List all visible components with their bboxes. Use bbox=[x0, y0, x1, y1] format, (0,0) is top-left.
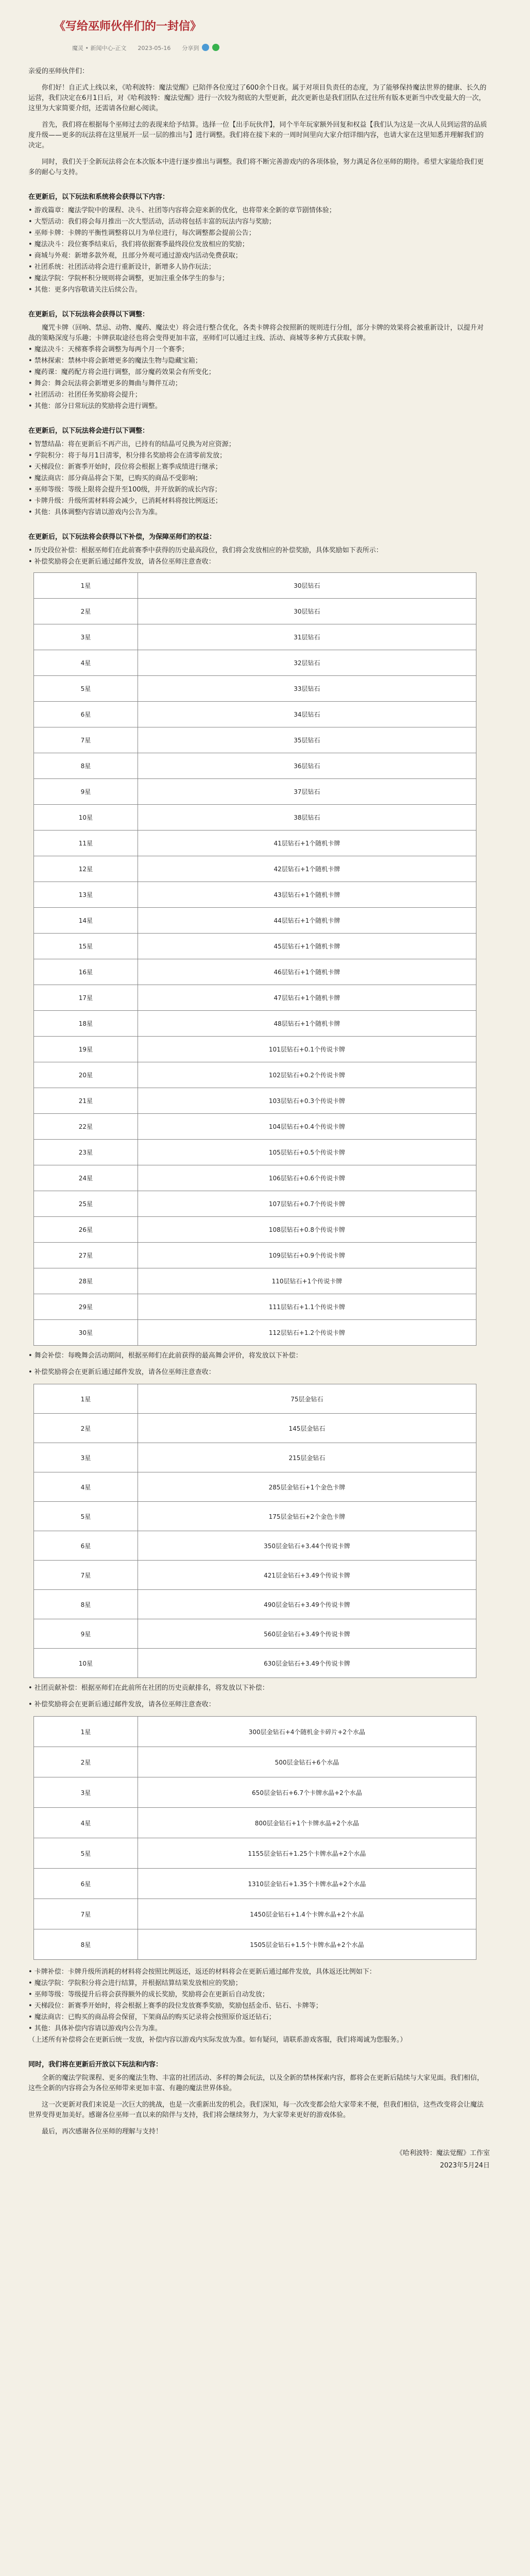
table-row bbox=[34, 1502, 476, 1531]
reward-cell: 101层钻石+0.1个传说卡牌 bbox=[138, 1037, 476, 1062]
table-row bbox=[34, 1088, 476, 1114]
signature: 《哈利波特：魔法觉醒》工作室 bbox=[396, 2149, 490, 2157]
list-item: • 魔法决斗：段位赛季结束后，我们将依据赛季最终段位发放相应的奖励； bbox=[28, 241, 249, 248]
rank-cell: 5星 bbox=[34, 1502, 138, 1531]
list-item: • 魔药课：魔药配方将会进行调整，部分魔药效果会有所变化； bbox=[28, 368, 215, 376]
reward-cell: 650层金钻石+6.7个卡牌水晶+2个水晶 bbox=[138, 1777, 476, 1808]
list-item: • 天梯段位：新赛季开始时，段位将会根据上赛季成绩进行继承； bbox=[28, 463, 222, 471]
reward-cell: 1310层金钻石+1.35个卡牌水晶+2个水晶 bbox=[138, 1869, 476, 1899]
table-row bbox=[34, 1531, 476, 1561]
list-item: • 其他：具体补偿内容请以游戏内公告为准。 bbox=[28, 2025, 162, 2032]
rank-cell: 3星 bbox=[34, 624, 138, 650]
reward-cell: 102层钻石+0.2个传说卡牌 bbox=[138, 1062, 476, 1088]
compensation-table-2 bbox=[33, 1384, 476, 1678]
list-item: • 其他：具体调整内容请以游戏内公告为准。 bbox=[28, 509, 162, 516]
reward-cell: 42层钻石+1个随机卡牌 bbox=[138, 856, 476, 882]
rank-cell: 5星 bbox=[34, 1838, 138, 1869]
reward-cell: 110层钻石+1个传说卡牌 bbox=[138, 1268, 476, 1294]
table-row bbox=[34, 831, 476, 856]
compensation-table-3 bbox=[33, 1716, 476, 1960]
reward-cell: 350层金钻石+3.44个传说卡牌 bbox=[138, 1531, 476, 1561]
reward-cell: 48层钻石+1个随机卡牌 bbox=[138, 1011, 476, 1037]
table-row bbox=[34, 1037, 476, 1062]
rank-cell: 8星 bbox=[34, 753, 138, 779]
compensation-table-1 bbox=[33, 572, 476, 1346]
reward-cell: 421层金钻石+3.49个传说卡牌 bbox=[138, 1561, 476, 1590]
reward-cell: 75层金钻石 bbox=[138, 1384, 476, 1414]
rank-cell: 18星 bbox=[34, 1011, 138, 1037]
table-row bbox=[34, 1384, 476, 1414]
reward-cell: 104层钻石+0.4个传说卡牌 bbox=[138, 1114, 476, 1140]
reward-cell: 30层钻石 bbox=[138, 599, 476, 624]
list-item: • 智慧结晶：将在更新后不再产出，已持有的结晶可兑换为对应资源； bbox=[28, 440, 235, 448]
reward-cell: 38层钻石 bbox=[138, 805, 476, 831]
reward-cell: 46层钻石+1个随机卡牌 bbox=[138, 959, 476, 985]
reward-cell: 36层钻石 bbox=[138, 753, 476, 779]
section-list bbox=[28, 323, 490, 412]
rank-cell: 22星 bbox=[34, 1114, 138, 1140]
paragraph: 全新的魔法学院课程、更多的魔法生物、丰富的社团活动、多样的舞会玩法，以及全新的禁林探索内容，都将会在更新后陆续与大家见面。我们相信，这些全新的内容将会为各位巫师带来更加丰富、有趣的魔法世界体验。 bbox=[28, 2074, 484, 2092]
rank-cell: 26星 bbox=[34, 1217, 138, 1243]
table-row bbox=[34, 856, 476, 882]
rank-cell: 27星 bbox=[34, 1243, 138, 1268]
list-item: • 巫师等级：等级上限将会提升至100级，并开放新的成长内容； bbox=[28, 486, 221, 494]
reward-cell: 34层钻石 bbox=[138, 702, 476, 727]
intro-paragraph: 你们好！自正式上线以来，《哈利波特：魔法觉醒》已陪伴各位度过了600余个日夜。属于对项目负责任的态度，为了能够保持魔法世界的健康、长久的运营，我们决定在6月1日后，对《哈利波特：魔法觉醒》进行一次较为彻底的大型更新，此次更新也是我们团队在过往所有版本更新当中改变最大的一次，这里为大家简要介绍，还需请各位耐心阅读。 bbox=[28, 84, 487, 112]
table-row bbox=[34, 1217, 476, 1243]
reward-cell: 103层钻石+0.3个传说卡牌 bbox=[138, 1088, 476, 1114]
rank-cell: 12星 bbox=[34, 856, 138, 882]
table-row bbox=[34, 624, 476, 650]
rank-cell: 6星 bbox=[34, 1531, 138, 1561]
table-row bbox=[34, 1808, 476, 1838]
rank-cell: 29星 bbox=[34, 1294, 138, 1320]
reward-cell: 32层钻石 bbox=[138, 650, 476, 676]
list-item: • 巫师卡牌：卡牌的平衡性调整将以月为单位进行，每次调整都会提前公告； bbox=[28, 229, 255, 237]
reward-cell: 109层钻石+0.9个传说卡牌 bbox=[138, 1243, 476, 1268]
list-item: • 大型活动：我们将会每月推出一次大型活动，活动将包括丰富的玩法内容与奖励； bbox=[28, 218, 276, 226]
table-row bbox=[34, 1191, 476, 1217]
list-item: • 魔法商店：已购买的商品将会保留，下架商品的购买记录将会按照原价返还钻石； bbox=[28, 2013, 276, 2021]
table-row bbox=[34, 1838, 476, 1869]
wechat-icon[interactable] bbox=[212, 44, 219, 51]
reward-cell: 175层金钻石+2个金色卡牌 bbox=[138, 1502, 476, 1531]
table-row bbox=[34, 779, 476, 805]
rank-cell: 1星 bbox=[34, 573, 138, 599]
section-heading: 在更新后，以下玩法将会获得以下补偿，为保障巫师们的权益： bbox=[28, 533, 216, 541]
section-heading: 同时，我们将在更新后开放以下玩法和内容： bbox=[28, 2061, 163, 2069]
reward-cell: 107层钻石+0.7个传说卡牌 bbox=[138, 1191, 476, 1217]
rank-cell: 7星 bbox=[34, 1899, 138, 1929]
list-item: • 补偿奖励将会在更新后通过邮件发放，请各位巫师注意查收： bbox=[28, 558, 215, 566]
article-content bbox=[0, 66, 530, 567]
rank-cell: 1星 bbox=[34, 1717, 138, 1747]
table-row bbox=[34, 1243, 476, 1268]
rank-cell: 19星 bbox=[34, 1037, 138, 1062]
reward-cell: 630层金钻石+3.49个传说卡牌 bbox=[138, 1649, 476, 1678]
list-item: • 魔法学院：学院积分将会进行结算，并根据结算结果发放相应的奖励； bbox=[28, 1979, 242, 1987]
reward-cell: 112层钻石+1.2个传说卡牌 bbox=[138, 1320, 476, 1346]
list-item: • 学院积分：将于每月1日清零，积分排名奖励将会在清零前发放； bbox=[28, 452, 227, 460]
list-item: • 魔法商店：部分商品将会下架，已购买的商品不受影响； bbox=[28, 474, 202, 482]
rank-cell: 6星 bbox=[34, 1869, 138, 1899]
reward-cell: 285层金钻石+1个金色卡牌 bbox=[138, 1472, 476, 1502]
table-row bbox=[34, 1443, 476, 1472]
reward-cell: 560层金钻石+3.49个传说卡牌 bbox=[138, 1619, 476, 1649]
reward-cell: 31层钻石 bbox=[138, 624, 476, 650]
table-row bbox=[34, 753, 476, 779]
section-list bbox=[28, 546, 490, 567]
reward-cell: 145层金钻石 bbox=[138, 1414, 476, 1443]
weibo-icon[interactable] bbox=[202, 44, 209, 51]
reward-cell: 106层钻石+0.6个传说卡牌 bbox=[138, 1165, 476, 1191]
share-label: 分享到 bbox=[182, 45, 199, 52]
list-item: • 社团贡献补偿：根据巫师们在此前所在社团的历史贡献排名，将发放以下补偿： bbox=[28, 1684, 269, 1692]
rank-cell: 20星 bbox=[34, 1062, 138, 1088]
paragraph: 最后，再次感谢各位巫师的理解与支持！ bbox=[42, 2128, 163, 2136]
section-list bbox=[28, 1967, 490, 2045]
rank-cell: 16星 bbox=[34, 959, 138, 985]
rank-cell: 1星 bbox=[34, 1384, 138, 1414]
paragraph: 这一次更新对我们来说是一次巨大的挑战，也是一次重新出发的机会。我们深知，每一次改变都会给大家带来不便，但我们相信，这些改变将会让魔法世界变得更加美好。感谢各位巫师一直以来的陪伴与支持，我们将会继续努力，为大家带来更好的游戏体验。 bbox=[28, 2101, 484, 2119]
reward-cell: 800层金钻石+1个卡牌水晶+2个水晶 bbox=[138, 1808, 476, 1838]
table-row bbox=[34, 1320, 476, 1346]
table3-intro bbox=[0, 1683, 530, 1710]
table-row bbox=[34, 727, 476, 753]
rank-cell: 9星 bbox=[34, 779, 138, 805]
list-item: • 天梯段位：新赛季开始时，将会根据上赛季的段位发放赛季奖励，奖励包括金币、钻石、卡牌等； bbox=[28, 2002, 322, 2010]
table-row bbox=[34, 1165, 476, 1191]
list-item: • 其他：更多内容敬请关注后续公告。 bbox=[28, 286, 142, 294]
section-list bbox=[28, 439, 490, 518]
rank-cell: 28星 bbox=[34, 1268, 138, 1294]
section-heading: 在更新后，以下玩法将会获得以下调整： bbox=[28, 311, 149, 318]
rank-cell: 2星 bbox=[34, 1414, 138, 1443]
list-item: • 其他：部分日常玩法的奖励将会进行调整。 bbox=[28, 402, 162, 410]
list-item: • 舞会补偿：每晚舞会活动期间，根据巫师们在此前获得的最高舞会评价，将发放以下补偿： bbox=[28, 1352, 302, 1360]
list-item: • 商城与外观：新增多款外观，且部分外观可通过游戏内活动免费获取； bbox=[28, 252, 242, 260]
list-item: • 补偿奖励将会在更新后通过邮件发放，请各位巫师注意查收： bbox=[28, 1368, 215, 1376]
rank-cell: 23星 bbox=[34, 1140, 138, 1165]
list-item: • 游戏篇章：魔法学院中的课程、决斗、社团等内容将会迎来新的优化，也将带来全新的章节剧情体验； bbox=[28, 207, 336, 214]
table-row bbox=[34, 1011, 476, 1037]
author: 魔灵 • 新闻中心-正文 bbox=[72, 45, 127, 52]
reward-cell: 300层金钻石+4个随机金卡碎片+2个水晶 bbox=[138, 1717, 476, 1747]
list-item: • 魔法学院：学院杯积分规则将会调整，更加注重全体学生的参与； bbox=[28, 275, 229, 282]
list-item: 魔咒卡牌（回响、禁忌、动物、魔药、魔法史）将会进行整合优化，各类卡牌将会按照新的规则进行分组，部分卡牌的效果将会被重新设计，以提升对战的策略深度与乐趣；卡牌获取途径也将会变得更加丰富，巫师们可以通过主线、活动、商城等多种方式获取卡牌。 bbox=[28, 324, 484, 342]
intro-paragraph: 首先，我们将在根据每个巫师过去的表现来给予结算。选择一位【出手玩伙伴】，同个半年玩家额外回复和权益【我们认为这是一次从人员到运营的品质度升级——更多的玩法将在这里展开一层一层的推出与】进行调整。我们将在接下来的一周时间里向大家介绍详细内容，也请大家在这里知悉并理解我们的决定。 bbox=[28, 121, 487, 149]
list-item: • 卡牌补偿：卡牌升级所消耗的材料将会按照比例返还，返还的材料将会在更新后通过邮件发放，具体返还比例如下： bbox=[28, 1968, 376, 1976]
rank-cell: 17星 bbox=[34, 985, 138, 1011]
reward-cell: 500层金钻石+6个水晶 bbox=[138, 1747, 476, 1777]
rank-cell: 6星 bbox=[34, 702, 138, 727]
table-row bbox=[34, 805, 476, 831]
share-group bbox=[182, 44, 219, 52]
intro-paragraph: 同时，我们关于全新玩法将会在本次版本中进行逐步推出与调整。我们将不断完善游戏内的各项体验，努力满足各位巫师的期待。希望大家能给我们更多的耐心与支持。 bbox=[28, 158, 484, 176]
rank-cell: 4星 bbox=[34, 650, 138, 676]
rank-cell: 9星 bbox=[34, 1619, 138, 1649]
rank-cell: 4星 bbox=[34, 1472, 138, 1502]
reward-cell: 215层金钻石 bbox=[138, 1443, 476, 1472]
list-item: • 禁林探索：禁林中将会新增更多的魔法生物与隐藏宝箱； bbox=[28, 357, 202, 365]
rank-cell: 8星 bbox=[34, 1929, 138, 1960]
table-row bbox=[34, 676, 476, 702]
after-table3 bbox=[0, 1967, 530, 2171]
table-row bbox=[34, 908, 476, 934]
rank-cell: 15星 bbox=[34, 934, 138, 959]
rank-cell: 21星 bbox=[34, 1088, 138, 1114]
date: 2023-05-16 bbox=[138, 44, 171, 52]
sign-date: 2023年5月24日 bbox=[440, 2162, 490, 2170]
table-row bbox=[34, 650, 476, 676]
table-row bbox=[34, 599, 476, 624]
reward-cell: 33层钻石 bbox=[138, 676, 476, 702]
page-title: 《写给巫师伙伴们的一封信》 bbox=[54, 20, 202, 33]
rank-cell: 11星 bbox=[34, 831, 138, 856]
list-item: • 舞会：舞会玩法将会新增更多的舞曲与舞伴互动； bbox=[28, 380, 182, 387]
rank-cell: 7星 bbox=[34, 1561, 138, 1590]
reward-cell: 490层金钻石+3.49个传说卡牌 bbox=[138, 1590, 476, 1619]
table-row bbox=[34, 1472, 476, 1502]
list-item: • 社团活动：社团任务奖励将会提升； bbox=[28, 391, 142, 399]
table-row bbox=[34, 1140, 476, 1165]
rank-cell: 10星 bbox=[34, 1649, 138, 1678]
greeting: 亲爱的巫师伙伴们： bbox=[28, 67, 89, 75]
table-row bbox=[34, 1649, 476, 1678]
reward-cell: 1505层金钻石+1.5个卡牌水晶+2个水晶 bbox=[138, 1929, 476, 1960]
list-item: • 补偿奖励将会在更新后通过邮件发放，请各位巫师注意查收： bbox=[28, 1701, 215, 1708]
reward-cell: 30层钻石 bbox=[138, 573, 476, 599]
list-item: • 社团系统：社团活动将会进行重新设计，新增多人协作玩法； bbox=[28, 263, 215, 271]
table-row bbox=[34, 1777, 476, 1808]
meta-row bbox=[72, 44, 530, 52]
table-row bbox=[34, 934, 476, 959]
rank-cell: 4星 bbox=[34, 1808, 138, 1838]
reward-cell: 41层钻石+1个随机卡牌 bbox=[138, 831, 476, 856]
list-item: （上述所有补偿将会在更新后统一发放，补偿内容以游戏内实际发放为准。如有疑问，请联系游戏客服，我们将竭诚为您服务。） bbox=[28, 2036, 407, 2044]
list-item: • 卡牌升级：升级所需材料将会减少，已消耗材料将按比例返还； bbox=[28, 497, 222, 505]
reward-cell: 45层钻石+1个随机卡牌 bbox=[138, 934, 476, 959]
reward-cell: 1450层金钻石+1.4个卡牌水晶+2个水晶 bbox=[138, 1899, 476, 1929]
reward-cell: 105层钻石+0.5个传说卡牌 bbox=[138, 1140, 476, 1165]
table-row bbox=[34, 1929, 476, 1960]
section-heading: 在更新后，以下玩法和系统将会获得以下内容： bbox=[28, 193, 169, 201]
reward-cell: 111层钻石+1.1个传说卡牌 bbox=[138, 1294, 476, 1320]
reward-cell: 47层钻石+1个随机卡牌 bbox=[138, 985, 476, 1011]
reward-cell: 35层钻石 bbox=[138, 727, 476, 753]
table-row bbox=[34, 1747, 476, 1777]
table-row bbox=[34, 702, 476, 727]
table-row bbox=[34, 1619, 476, 1649]
list-item: • 魔法决斗：天梯赛季将会调整为每两个月一个赛季； bbox=[28, 346, 189, 353]
rank-cell: 5星 bbox=[34, 676, 138, 702]
reward-cell: 37层钻石 bbox=[138, 779, 476, 805]
rank-cell: 7星 bbox=[34, 727, 138, 753]
rank-cell: 8星 bbox=[34, 1590, 138, 1619]
list-item: • 历史段位补偿：根据巫师们在此前赛季中获得的历史最高段位，我们将会发放相应的补偿奖励，具体奖励如下表所示： bbox=[28, 547, 383, 554]
table-row bbox=[34, 1717, 476, 1747]
table-row bbox=[34, 1899, 476, 1929]
table-row bbox=[34, 573, 476, 599]
rank-cell: 13星 bbox=[34, 882, 138, 908]
table-row bbox=[34, 1561, 476, 1590]
rank-cell: 25星 bbox=[34, 1191, 138, 1217]
section-heading: 在更新后，以下玩法将会进行以下调整： bbox=[28, 427, 149, 435]
section-list bbox=[28, 206, 490, 295]
table-row bbox=[34, 1414, 476, 1443]
table-row bbox=[34, 1294, 476, 1320]
rank-cell: 14星 bbox=[34, 908, 138, 934]
announcement-page bbox=[0, 18, 530, 2171]
table2-intro bbox=[0, 1351, 530, 1378]
table-row bbox=[34, 1590, 476, 1619]
rank-cell: 2星 bbox=[34, 1747, 138, 1777]
table-row bbox=[34, 1869, 476, 1899]
table-row bbox=[34, 1062, 476, 1088]
list-item: • 巫师等级：等级提升后将会获得额外的成长奖励，奖励将会在更新后自动发放； bbox=[28, 1991, 269, 1998]
rank-cell: 24星 bbox=[34, 1165, 138, 1191]
reward-cell: 108层钻石+0.8个传说卡牌 bbox=[138, 1217, 476, 1243]
reward-cell: 44层钻石+1个随机卡牌 bbox=[138, 908, 476, 934]
reward-cell: 43层钻石+1个随机卡牌 bbox=[138, 882, 476, 908]
rank-cell: 3星 bbox=[34, 1777, 138, 1808]
reward-cell: 1155层金钻石+1.25个卡牌水晶+2个水晶 bbox=[138, 1838, 476, 1869]
rank-cell: 30星 bbox=[34, 1320, 138, 1346]
rank-cell: 3星 bbox=[34, 1443, 138, 1472]
rank-cell: 2星 bbox=[34, 599, 138, 624]
table-row bbox=[34, 959, 476, 985]
table-row bbox=[34, 1268, 476, 1294]
table-row bbox=[34, 1114, 476, 1140]
table-row bbox=[34, 882, 476, 908]
table-row bbox=[34, 985, 476, 1011]
rank-cell: 10星 bbox=[34, 805, 138, 831]
